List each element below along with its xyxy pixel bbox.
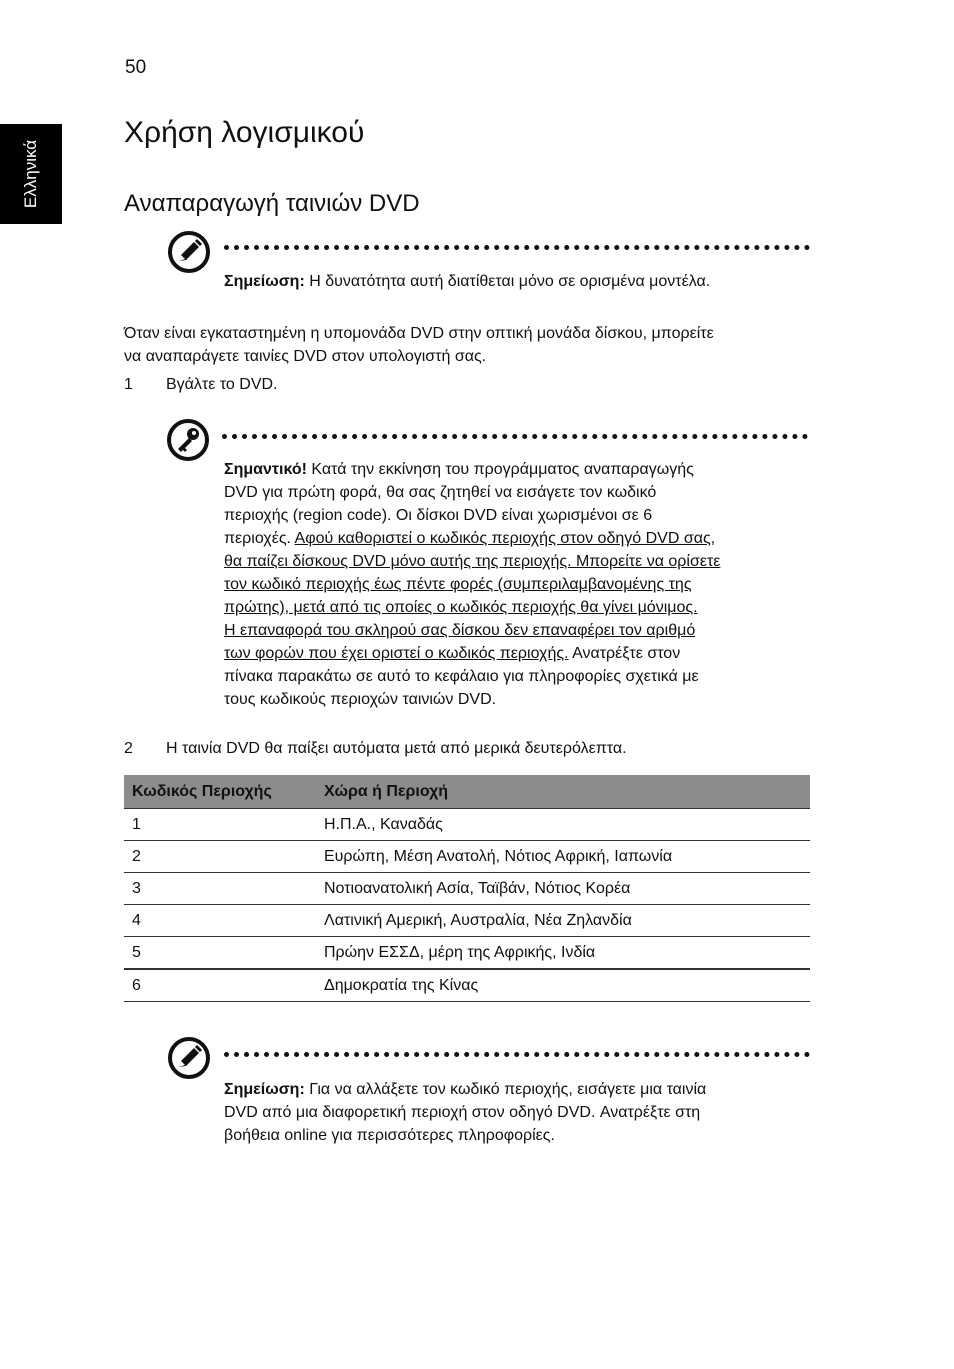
note-body: Η δυνατότητα αυτή διατίθεται μόνο σε ορισμένα μοντέλα. bbox=[304, 273, 711, 290]
language-label: Ελληνικά bbox=[21, 139, 40, 209]
table-row bbox=[124, 905, 810, 937]
step-text: Η ταινία DVD θα παίξει αυτόματα μετά από μερικά δευτερόλεπτα. bbox=[166, 740, 627, 757]
important-line: Κατά την εκκίνηση του προγράμματος αναπαραγωγής bbox=[306, 461, 694, 478]
region-name-cell: Λατινική Αμερική, Αυστραλία, Νέα Ζηλανδία bbox=[316, 905, 810, 937]
step-number: 2 bbox=[124, 740, 133, 757]
step-text: Βγάλτε το DVD. bbox=[166, 376, 278, 393]
table-row bbox=[124, 809, 810, 841]
important-line: τους κωδικούς περιοχών ταινιών DVD. bbox=[224, 691, 497, 708]
region-name-cell: Ευρώπη, Μέση Ανατολή, Νότιος Αφρική, Ιαπωνία bbox=[316, 841, 810, 873]
region-code-cell: 1 bbox=[124, 809, 316, 841]
note-label: Σημείωση: bbox=[224, 273, 305, 290]
region-name-cell: Δημοκρατία της Κίνας bbox=[316, 969, 810, 1002]
important-text bbox=[224, 458, 824, 711]
note-body: DVD από μια διαφορετική περιοχή στον οδηγό DVD. Ανατρέξτε στη bbox=[224, 1104, 701, 1121]
region-name-cell: Πρώην ΕΣΣΔ, μέρη της Αφρικής, Ινδία bbox=[316, 937, 810, 970]
region-code-cell: 3 bbox=[124, 873, 316, 905]
pencil-note-icon bbox=[167, 230, 211, 274]
important-underlined: τον κωδικό περιοχής έως πέντε φορές (συμπεριλαμβανομένης της bbox=[224, 576, 692, 593]
note-body: Για να αλλάξετε τον κωδικό περιοχής, εισάγετε μια ταινία bbox=[304, 1081, 707, 1098]
note-text bbox=[224, 1078, 824, 1147]
important-line: περιοχής (region code). Οι δίσκοι DVD είναι χωρισμένοι σε 6 bbox=[224, 507, 653, 524]
important-line: περιοχές. bbox=[224, 530, 295, 547]
important-underlined: θα παίζει δίσκους DVD μόνο αυτής της περιοχής. Μπορείτε να ορίσετε bbox=[224, 553, 721, 570]
region-code-cell: 5 bbox=[124, 937, 316, 970]
note-label: Σημείωση: bbox=[224, 1081, 305, 1098]
important-underlined: πρώτης), μετά από τις οποίες ο κωδικός περιοχής θα γίνει μόνιμος. bbox=[224, 599, 698, 616]
intro-line: να αναπαράγετε ταινίες DVD στον υπολογιστή σας. bbox=[124, 348, 487, 365]
table-header-row bbox=[124, 775, 810, 809]
language-side-tab bbox=[0, 124, 62, 224]
important-divider bbox=[222, 434, 808, 439]
pencil-note-icon bbox=[167, 1036, 211, 1080]
region-code-cell: 6 bbox=[124, 969, 316, 1002]
note-divider bbox=[224, 245, 810, 250]
region-name-cell: Η.Π.Α., Καναδάς bbox=[316, 809, 810, 841]
region-code-cell: 4 bbox=[124, 905, 316, 937]
key-important-icon bbox=[166, 418, 210, 462]
important-line: πίνακα παρακάτω σε αυτό το κεφάλαιο για πληροφορίες σχετικά με bbox=[224, 668, 699, 685]
column-header: Κωδικός Περιοχής bbox=[124, 775, 316, 809]
table-row bbox=[124, 969, 810, 1002]
important-line: DVD για πρώτη φορά, θα σας ζητηθεί να εισάγετε τον κωδικό bbox=[224, 484, 657, 501]
important-underlined: Αφού καθοριστεί ο κωδικός περιοχής στον οδηγό DVD σας, bbox=[294, 530, 716, 547]
step-number: 1 bbox=[124, 376, 133, 393]
section-title: Αναπαραγωγή ταινιών DVD bbox=[124, 190, 420, 217]
note-text bbox=[224, 270, 814, 293]
important-underlined: Η επαναφορά του σκληρού σας δίσκου δεν επαναφέρει τον αριθμό bbox=[224, 622, 696, 639]
page-title: Χρήση λογισμικού bbox=[124, 116, 365, 149]
note-divider bbox=[224, 1052, 810, 1057]
region-name-cell: Νοτιοανατολική Ασία, Ταϊβάν, Νότιος Κορέα bbox=[316, 873, 810, 905]
important-line: Ανατρέξτε στον bbox=[568, 645, 681, 662]
region-code-table bbox=[124, 775, 810, 1002]
important-underlined: των φορών που έχει οριστεί ο κωδικός περιοχής. bbox=[224, 645, 569, 662]
important-label: Σημαντικό! bbox=[224, 461, 307, 478]
page-number: 50 bbox=[125, 57, 147, 78]
region-code-cell: 2 bbox=[124, 841, 316, 873]
table-row bbox=[124, 937, 810, 970]
intro-paragraph bbox=[124, 322, 824, 368]
intro-line: Όταν είναι εγκαταστημένη η υπομονάδα DVD στην οπτική μονάδα δίσκου, μπορείτε bbox=[124, 325, 714, 342]
table-row bbox=[124, 841, 810, 873]
table-row bbox=[124, 873, 810, 905]
column-header: Χώρα ή Περιοχή bbox=[316, 775, 810, 809]
note-body: βοήθεια online για περισσότερες πληροφορίες. bbox=[224, 1127, 555, 1144]
